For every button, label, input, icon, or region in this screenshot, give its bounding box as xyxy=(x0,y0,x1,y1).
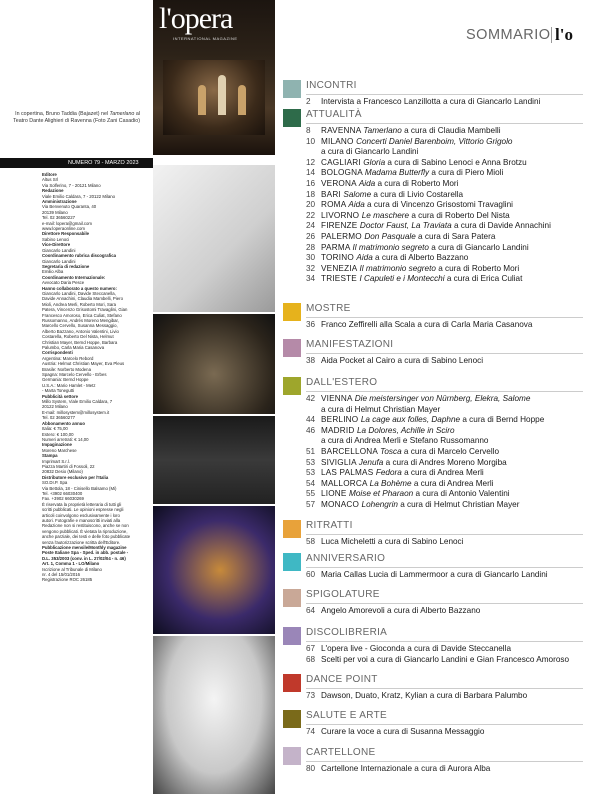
entry-city: BERLINO xyxy=(321,415,361,425)
entry-author: a cura di Marcelo Cervello xyxy=(401,446,500,456)
entry-author: a cura di Claudia Mambelli xyxy=(401,126,501,135)
toc-entry[interactable] xyxy=(306,253,583,264)
entry-author: a cura di Sabino Lenoci e Anna Brotzu xyxy=(385,157,527,167)
section-title: ATTUALITÀ xyxy=(306,109,362,120)
entry-page-number: 32 xyxy=(306,263,316,273)
entry-title: Franco Zeffirelli alla Scala xyxy=(321,320,416,329)
entry-city: FIRENZE xyxy=(321,221,360,231)
masthead-line: Registrazione ROC 26185 xyxy=(42,577,93,583)
magazine-logo: l'o xyxy=(555,25,573,44)
masthead-line: 20832 Desio (Milano) xyxy=(42,469,83,475)
masthead-line: nr. 4 del 15/01/2016 xyxy=(42,572,80,578)
masthead-line: Germania: Bernd Hoppe xyxy=(42,377,89,383)
masthead-line: Marcello Cervello, Susanna Messaggio, xyxy=(42,323,118,329)
masthead-line: Via Benvenuto Quaranta, 40 xyxy=(42,204,97,210)
toc-entry[interactable] xyxy=(306,489,583,500)
entry-city: MONACO xyxy=(321,499,362,509)
entry-city: RAVENNA xyxy=(321,126,364,135)
entry-author: a cura di Davide Steccanella xyxy=(404,644,511,653)
masthead-line: Russomanno, Andrés Moreno Mengibar, xyxy=(42,317,119,323)
entry-page-number: 60 xyxy=(306,570,316,579)
masthead-line: È riservata la proprietà letteraria di tutti gli xyxy=(42,501,122,507)
toc-entry[interactable] xyxy=(306,243,583,254)
masthead-heading: Direttore Responsabile xyxy=(42,231,90,237)
entry-page-number: 64 xyxy=(306,606,316,615)
toc-entry[interactable] xyxy=(306,405,583,416)
entry-author: a cura di Carla Maria Casanova xyxy=(415,320,533,329)
masthead-line: Tel. 02 36560277 xyxy=(42,415,75,421)
masthead-line: Argentina: Marcelo Rebord xyxy=(42,355,94,361)
toc-entry[interactable] xyxy=(306,426,583,437)
entry-title: L'opera live - Gioconda xyxy=(321,644,405,653)
masthead-line: senza l'autorizzazione scritta dell'Editore. xyxy=(42,539,121,545)
masthead-line: Giancarlo Landini xyxy=(42,258,76,264)
toc-entry[interactable] xyxy=(306,137,583,148)
entry-page-number: 2 xyxy=(306,97,311,106)
masthead-heading: Segretaria di redazione xyxy=(42,263,90,269)
masthead-heading: Coordinamento Internazionale: xyxy=(42,274,106,280)
entry-work-title: La cage aux folles, Daphne xyxy=(360,415,461,425)
entry-work-title: Don Pasquale xyxy=(364,231,416,241)
entry-author: a cura di Giancarlo Landini xyxy=(447,570,548,579)
masthead-heading: Corrispondenti xyxy=(42,350,73,356)
entry-work-title: Moise et Pharaon xyxy=(349,489,414,499)
entry-work-title: Aida xyxy=(348,200,365,210)
entry-page-number: 16 xyxy=(306,178,316,188)
entry-page-number: 57 xyxy=(306,499,316,509)
entry-work-title: Il matrimonio segreto xyxy=(359,263,436,273)
entry-city: VIENNA xyxy=(321,394,355,403)
masthead-line: SO.DI.P. Spa xyxy=(42,480,68,486)
toc-entry[interactable] xyxy=(306,200,583,211)
entry-city: BARI xyxy=(321,189,344,199)
toc-entry[interactable] xyxy=(306,655,583,666)
entry-city: LIVORNO xyxy=(321,210,362,220)
masthead-line: Imprimart S.r.l. xyxy=(42,458,70,464)
masthead-line: Numeri arretrati: € 14,00 xyxy=(42,436,89,442)
masthead xyxy=(42,172,150,583)
masthead-heading: Abbonamento annuo xyxy=(42,420,85,426)
masthead-line: Fax. +3902 66030269 xyxy=(42,496,84,502)
masthead-line: Avvocato Daria Pesce xyxy=(42,280,85,286)
masthead-line: Austria: Helmut Christian Mayer, Eva Pleus xyxy=(42,361,125,367)
masthead-heading: Impaginazione xyxy=(42,442,72,448)
masthead-line: Mioli, Andrea Merli, Roberto Mori, Sara xyxy=(42,301,117,307)
masthead-line: Costarella, Roberto Del Nista, Helmut xyxy=(42,334,114,340)
entry-work-title: Salome xyxy=(343,189,372,199)
masthead-line: Emilio Alba xyxy=(42,269,64,275)
masthead-heading: Amministrazione xyxy=(42,199,77,205)
entry-author: a cura di Andrea Merli xyxy=(411,478,494,488)
entry-author: a cura di Giancarlo Landini xyxy=(428,242,529,252)
entry-city: TORINO xyxy=(321,253,357,263)
entry-work-title: Il matrimonio segreto xyxy=(352,242,429,252)
section-title: DALL'ESTERO xyxy=(306,377,378,388)
masthead-line: e-mail: lopera@gmail.com xyxy=(42,220,92,226)
entry-page-number: 12 xyxy=(306,157,316,167)
masthead-line: Giancarlo Landini, Davide Steccanella, xyxy=(42,290,116,296)
entry-page-number: 46 xyxy=(306,425,316,435)
toc-entry[interactable] xyxy=(306,570,583,581)
entry-page-number: 53 xyxy=(306,457,316,467)
masthead-heading: Poste Italiane Spa - Sped. in abb. postale - xyxy=(42,550,129,556)
entry-page-number: 44 xyxy=(306,415,316,425)
masthead-line: Christian Mayer, Bernd Hoppe, Barbara xyxy=(42,339,118,345)
section-rule xyxy=(306,317,583,318)
entry-title: Cartellone Internazionale xyxy=(321,764,413,773)
entry-city: TRIESTE xyxy=(321,274,360,284)
section-title: DANCE POINT xyxy=(306,674,378,685)
issue-number: NUMERO 79 - MARZO 2023 xyxy=(0,158,153,168)
entry-page-number: 14 xyxy=(306,168,316,178)
section-title: DISCOLIBRERIA xyxy=(306,627,388,638)
masthead-line: Via Bettola, 18 - Cinisello Balsamo (Mi) xyxy=(42,485,117,491)
section-title: ANNIVERSARIO xyxy=(306,553,386,564)
masthead-line: 20139 Milano xyxy=(42,209,68,215)
entry-author: a cura di Sabino Lenoci xyxy=(395,356,484,365)
toc-entry[interactable] xyxy=(306,468,583,479)
masthead-line: Piazza Martiri di Fossoli, 22 xyxy=(42,463,95,469)
entry-author: a cura di Livio Costarella xyxy=(371,189,464,199)
masthead-line: Spagna: Marcelo Cervello - Erbes xyxy=(42,372,107,378)
entry-author: a cura di Alberto Bazzano xyxy=(372,253,469,263)
entry-page-number: 10 xyxy=(306,136,316,146)
toc-entry[interactable] xyxy=(306,126,583,137)
entry-city: SIVIGLIA xyxy=(321,457,359,467)
entry-page-number: 34 xyxy=(306,274,316,284)
entry-city: PARMA xyxy=(321,242,353,252)
entry-page-number: 28 xyxy=(306,242,316,252)
entry-page-number: 73 xyxy=(306,691,316,700)
header-divider xyxy=(551,27,552,43)
entry-author: a cura di Andrea Merli e Stefano Russomanno xyxy=(321,436,489,446)
section-title: SPIGOLATURE xyxy=(306,589,380,600)
toc-entry[interactable] xyxy=(306,436,583,447)
section-rule xyxy=(306,567,583,568)
cover-caption: In copertina, Bruno Taddia (Bajazet) nel Tamerlano al Teatro Dante Alighieri di Ravenna (Foto Zani Casadio) xyxy=(13,111,140,125)
toc-entry[interactable] xyxy=(306,221,583,232)
section-color-swatch xyxy=(283,377,301,395)
section-rule xyxy=(306,123,583,124)
masthead-line: Alberto Bazzano, Antonio Valentini, Livio xyxy=(42,328,119,334)
masthead-heading: Redazione xyxy=(42,188,64,194)
entry-work-title: Gloria xyxy=(363,157,386,167)
entry-page-number: 36 xyxy=(306,320,316,329)
section-title: INCONTRI xyxy=(306,80,357,91)
masthead-line: Francesco Amoroso, Erica Culiat, Stefano xyxy=(42,312,122,318)
entry-city: CAGLIARI xyxy=(321,157,364,167)
toc-entry[interactable] xyxy=(306,606,583,617)
entry-work-title: La Bohème xyxy=(369,478,412,488)
entry-title: Intervista a Francesco Lanzillotta xyxy=(321,97,441,106)
toc-entry[interactable] xyxy=(306,97,583,108)
masthead-heading: Vice-Direttore xyxy=(42,242,71,248)
entry-author: a cura di Barbara Palumbo xyxy=(427,691,528,700)
entry-author: a cura di Roberto Del Nista xyxy=(409,210,510,220)
section-rule xyxy=(306,353,583,354)
section-rule xyxy=(306,724,583,725)
entry-work-title: Fedora xyxy=(375,468,402,478)
toc-entry[interactable] xyxy=(306,264,583,275)
entry-author: a cura di Sara Patera xyxy=(415,231,496,241)
cover-subtitle: INTERNATIONAL MAGAZINE xyxy=(173,36,238,41)
photo-soprano xyxy=(153,636,275,794)
masthead-line: Altus Srl xyxy=(42,177,58,183)
masthead-line: - Marta Tonegutti xyxy=(42,388,75,394)
toc-entry[interactable] xyxy=(306,727,583,738)
entry-city: PALERMO xyxy=(321,231,365,241)
masthead-line: Iscrizione al Tribunale di Milano xyxy=(42,566,102,572)
entry-author: a cura di Bernd Hoppe xyxy=(460,415,545,425)
masthead-heading: Pubblicazione mensile/Monthly magazine xyxy=(42,545,127,551)
entry-author: a cura di Erica Culiat xyxy=(444,274,523,284)
entry-page-number: 8 xyxy=(306,126,311,135)
entry-author: a cura di Roberto Mori xyxy=(435,263,520,273)
entry-author: a cura di Susanna Messaggio xyxy=(374,727,485,736)
photo-portrait xyxy=(153,165,275,312)
masthead-line: anche parziale, dei testi e delle foto pubblicate xyxy=(42,534,131,540)
entry-author: a cura di Vincenzo Grisostomi Travaglini xyxy=(364,200,513,210)
entry-author: a cura di Alberto Bazzano xyxy=(384,606,481,615)
toc-entry[interactable] xyxy=(306,394,583,405)
section-color-swatch xyxy=(283,80,301,98)
entry-page-number: 55 xyxy=(306,489,316,499)
entry-work-title: Lohengrin xyxy=(361,499,398,509)
section-color-swatch xyxy=(283,589,301,607)
toc-entry[interactable] xyxy=(306,179,583,190)
toc-entry[interactable] xyxy=(306,644,583,655)
masthead-heading: Pubblicità settore xyxy=(42,393,79,399)
entry-page-number: 20 xyxy=(306,200,316,210)
cover-stage-scene xyxy=(163,60,265,135)
masthead-heading: Hanno collaborato a questo numero: xyxy=(42,285,117,291)
entry-city: BARCELLONA xyxy=(321,446,381,456)
masthead-heading: D.L. 353/2003 (conv. in L. 27/02/04 - n. 46) xyxy=(42,555,126,561)
toc-entry[interactable] xyxy=(306,190,583,201)
entry-title: Maria Callas Lucia di Lammermoor xyxy=(321,570,448,579)
entry-work-title: Tamerlano xyxy=(363,126,402,135)
section-title: SALUTE E ARTE xyxy=(306,710,387,721)
masthead-line: 20122 Milano xyxy=(42,404,68,410)
entry-title: Scelti per voi xyxy=(321,654,368,664)
masthead-line: Via Solferino, 7 - 20121 Milano xyxy=(42,182,101,188)
masthead-heading: Editore xyxy=(42,172,57,177)
section-title: RITRATTI xyxy=(306,520,353,531)
entry-city: VENEZIA xyxy=(321,263,360,273)
photo-stage-scene xyxy=(153,314,275,414)
section-color-swatch xyxy=(283,109,301,127)
masthead-line: Moreno Marchese xyxy=(42,447,77,453)
masthead-heading: Stampa xyxy=(42,453,58,459)
toc-entry[interactable] xyxy=(306,458,583,469)
toc-entry[interactable] xyxy=(306,274,583,285)
masthead-heading: Art. 1, Comma 1 - LO/Milano xyxy=(42,561,100,567)
masthead-heading: Distributore esclusivo per l'Italia xyxy=(42,474,109,480)
photo-performer xyxy=(153,506,275,634)
entry-work-title: I Capuleti e i Montecchi xyxy=(359,274,445,284)
photo-ensemble xyxy=(153,416,275,504)
entry-author: a cura di Helmut Christian Mayer xyxy=(321,404,441,414)
entry-page-number: 24 xyxy=(306,221,316,231)
entry-work-title: Die meistersinger von Nürnberg, Elekra, Salome xyxy=(354,394,531,403)
masthead-line: Tel. +3902 66030400 xyxy=(42,490,83,496)
masthead-line: Sabino Lenoci xyxy=(42,236,70,242)
toc-entry[interactable] xyxy=(306,147,583,158)
entry-page-number: 53 xyxy=(306,468,316,478)
section-rule xyxy=(306,391,583,392)
masthead-line: vengono pubblicati. È vietata la riproduzione, xyxy=(42,528,128,534)
section-rule xyxy=(306,534,583,535)
masthead-line: scritti pubblicati. Le opinioni espresse negli xyxy=(42,507,124,513)
entry-work-title: Jenufa xyxy=(358,457,384,467)
section-title: MANIFESTAZIONI xyxy=(306,339,394,350)
entry-page-number: 18 xyxy=(306,189,316,199)
entry-author: a cura di Aurora Alba xyxy=(412,764,491,773)
entry-title: Angelo Amorevoli xyxy=(321,606,385,615)
toc-entry[interactable] xyxy=(306,158,583,169)
entry-work-title: Madama Butterfly xyxy=(364,168,430,178)
entry-title: Luca Micheletti xyxy=(321,537,376,546)
toc-entry[interactable] xyxy=(306,691,583,702)
cover-image xyxy=(153,0,275,155)
masthead-line: U.S.A.: Mario Hamlet - Metz xyxy=(42,382,96,388)
entry-author: a cura di Antonio Valentini xyxy=(413,489,510,499)
masthead-line: Giancarlo Landini xyxy=(42,247,76,253)
entry-author: a cura di Giancarlo Landini xyxy=(440,97,541,106)
entry-page-number: 67 xyxy=(306,644,316,653)
section-color-swatch xyxy=(283,303,301,321)
entry-work-title: Aida xyxy=(356,253,373,263)
masthead-line: Tel. 02 36560227 xyxy=(42,215,75,221)
section-rule xyxy=(306,641,583,642)
entry-city: MILANO xyxy=(321,136,357,146)
masthead-line: Italia: € 75,00 xyxy=(42,426,68,432)
toc-entry[interactable] xyxy=(306,447,583,458)
section-color-swatch xyxy=(283,553,301,571)
entry-author: a cura di Sabino Lenoci xyxy=(375,537,464,546)
entry-work-title: Doctor Faust, La Traviata xyxy=(359,221,452,231)
entry-page-number: 30 xyxy=(306,253,316,263)
entry-city: BOLOGNA xyxy=(321,168,365,178)
entry-page-number: 26 xyxy=(306,231,316,241)
toc-entry[interactable] xyxy=(306,168,583,179)
entry-work-title: La Dolores, Achille in Sciro xyxy=(356,425,455,435)
masthead-line: autori. Fotografie e manoscritti inviati alla xyxy=(42,518,121,523)
masthead-line: articoli coinvolgono esclusivamente i loro xyxy=(42,512,120,518)
masthead-line: Millo System, Viale Emilio Caldara, 7 xyxy=(42,399,113,405)
entry-city: LAS PALMAS xyxy=(321,468,376,478)
entry-city: LIONE xyxy=(321,489,350,499)
masthead-line: Viale Emilio Caldara, 7 - 20122 Milano xyxy=(42,193,116,199)
section-color-swatch xyxy=(283,710,301,728)
toc-entry[interactable] xyxy=(306,415,583,426)
entry-city: MALLORCA xyxy=(321,478,370,488)
page-title: SOMMARIO xyxy=(466,27,551,43)
entry-page-number: 58 xyxy=(306,537,316,546)
toc-entry[interactable] xyxy=(306,537,583,548)
entry-author: a cura di Giancarlo Landini e Gian Francesco Amoroso xyxy=(367,654,570,664)
entry-title: Curare la voce xyxy=(321,727,375,736)
section-rule xyxy=(306,603,583,604)
toc-entry[interactable] xyxy=(306,764,583,775)
section-color-swatch xyxy=(283,674,301,692)
cover-logo: l'opera xyxy=(159,2,233,35)
section-rule xyxy=(306,94,583,95)
entry-page-number: 51 xyxy=(306,446,316,456)
masthead-line: Patera, Vincenzo Grisostomi Travaglini, Gian xyxy=(42,307,128,313)
entry-work-title: Tosca xyxy=(380,446,402,456)
masthead-line: Redazione non si restituiscono, anche se non xyxy=(42,523,129,529)
entry-page-number: 42 xyxy=(306,394,316,403)
section-color-swatch xyxy=(283,747,301,765)
section-rule xyxy=(306,761,583,762)
entry-page-number: 38 xyxy=(306,356,316,365)
section-rule xyxy=(306,688,583,689)
masthead-line: Palumbo, Carla Maria Casanova xyxy=(42,345,105,350)
section-color-swatch xyxy=(283,627,301,645)
entry-author: a cura di Andrea Merli xyxy=(401,468,484,478)
entry-city: VERONA xyxy=(321,178,359,188)
toc-entry[interactable] xyxy=(306,479,583,490)
entry-city: ROMA xyxy=(321,200,349,210)
toc-entry[interactable] xyxy=(306,320,583,331)
masthead-line: Estero: € 100,00 xyxy=(42,431,74,437)
toc-entry[interactable] xyxy=(306,232,583,243)
entry-work-title: Aida xyxy=(358,178,376,188)
entry-page-number: 54 xyxy=(306,478,316,488)
entry-city: MADRID xyxy=(321,425,357,435)
entry-work-title: Le maschere xyxy=(361,210,410,220)
toc-entry[interactable] xyxy=(306,356,583,367)
masthead-heading: Coordinamento rubrica discografica xyxy=(42,253,117,259)
entry-author: a cura di Andres Moreno Morgiba xyxy=(383,457,507,467)
masthead-line: Brasile: Norberto Modena xyxy=(42,366,91,372)
entry-author: a cura di Giancarlo Landini xyxy=(321,147,419,157)
entry-page-number: 80 xyxy=(306,764,316,773)
masthead-line: www.loperaonline.com xyxy=(42,226,85,232)
section-title: CARTELLONE xyxy=(306,747,376,758)
toc-entry[interactable] xyxy=(306,211,583,222)
section-color-swatch xyxy=(283,339,301,357)
entry-page-number: 68 xyxy=(306,654,316,664)
entry-author: a cura di Roberto Mori xyxy=(375,178,459,188)
entry-page-number: 74 xyxy=(306,727,316,736)
entry-author: a cura di Helmut Christian Mayer xyxy=(397,499,520,509)
masthead-line: E-mail: millosystem@millosystem.it xyxy=(42,409,110,415)
section-color-swatch xyxy=(283,520,301,538)
entry-title: Aida Pocket al Cairo xyxy=(321,356,396,365)
entry-author: a cura di Davide Annachini xyxy=(451,221,551,231)
entry-author: a cura di Piero Mioli xyxy=(429,168,504,178)
entry-title: Dawson, Duato, Kratz, Kylian xyxy=(321,691,428,700)
section-title: MOSTRE xyxy=(306,303,351,314)
entry-page-number: 22 xyxy=(306,210,316,220)
entry-work-title: Concerti Daniel Barenboim, Vittorio Grigolo xyxy=(356,136,513,146)
masthead-line: Davide Annachini, Claudia Mambelli, Piero xyxy=(42,296,123,302)
toc-entry[interactable] xyxy=(306,500,583,511)
